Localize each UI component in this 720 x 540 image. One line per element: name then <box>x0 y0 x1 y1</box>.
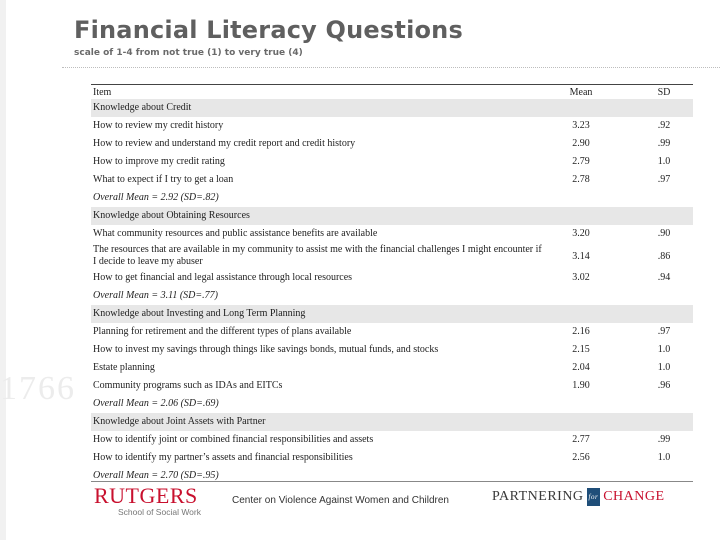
sd-value: .99 <box>657 138 671 149</box>
item-text: Planning for retirement and the different types of plans available <box>93 326 352 337</box>
center-name: Center on Violence Against Women and Children <box>232 495 449 506</box>
section-title: Knowledge about Investing and Long Term Planning <box>93 308 306 319</box>
sd-value: .92 <box>657 120 671 131</box>
table-row <box>91 117 693 135</box>
sd-value: 1.0 <box>657 362 671 373</box>
table-row <box>91 377 693 395</box>
mean-value: 1.90 <box>572 380 590 391</box>
section-title: Knowledge about Credit <box>93 102 192 113</box>
table-row <box>91 359 693 377</box>
overall-mean-text: Overall Mean = 2.92 (SD=.82) <box>93 192 219 203</box>
overall-mean-row <box>91 287 693 305</box>
mean-value: 3.14 <box>572 251 590 262</box>
item-text: How to review and understand my credit report and credit history <box>93 138 356 149</box>
section-header-row <box>91 413 693 431</box>
column-header-mean: Mean <box>569 87 593 98</box>
mean-value: 2.77 <box>572 434 590 445</box>
table-row <box>91 431 693 449</box>
page-title: Financial Literacy Questions <box>74 16 463 44</box>
item-text: What community resources and public assistance benefits are available <box>93 228 378 239</box>
sd-value: .86 <box>657 251 671 262</box>
mean-value: 2.56 <box>572 452 590 463</box>
mean-value: 2.04 <box>572 362 590 373</box>
item-text: Community programs such as IDAs and EITCs <box>93 380 283 391</box>
item-text: How to invest my savings through things like savings bonds, mutual funds, and stocks <box>93 344 439 355</box>
section-header-row <box>91 99 693 117</box>
change-text: CHANGE <box>603 489 665 505</box>
overall-mean-row <box>91 189 693 207</box>
footer-divider <box>91 481 693 482</box>
table-row <box>91 153 693 171</box>
results-table <box>91 84 693 485</box>
sd-value: 1.0 <box>657 452 671 463</box>
table-row <box>91 449 693 467</box>
overall-mean-text: Overall Mean = 2.70 (SD=.95) <box>93 470 219 481</box>
table-row <box>91 341 693 359</box>
column-header-item: Item <box>93 87 112 98</box>
section-header-row <box>91 207 693 225</box>
column-header-sd: SD <box>657 87 671 98</box>
sd-value: 1.0 <box>657 156 671 167</box>
table-row <box>91 243 693 269</box>
overall-mean-text: Overall Mean = 2.06 (SD=.69) <box>93 398 219 409</box>
school-name: School of Social Work <box>118 507 201 517</box>
for-box: for <box>587 488 601 506</box>
sd-value: .99 <box>657 434 671 445</box>
header-divider <box>62 67 720 68</box>
table-row <box>91 225 693 243</box>
item-text: What to expect if I try to get a loan <box>93 174 234 185</box>
section-title: Knowledge about Joint Assets with Partner <box>93 416 266 427</box>
overall-mean-text: Overall Mean = 3.11 (SD=.77) <box>93 290 218 301</box>
mean-value: 3.20 <box>572 228 590 239</box>
left-edge-band <box>0 0 6 540</box>
item-text: How to identify joint or combined financial responsibilities and assets <box>93 434 374 445</box>
table-row <box>91 269 693 287</box>
table-row <box>91 135 693 153</box>
table-header-row <box>91 84 693 99</box>
item-text: The resources that are available in my community to assist me with the financial challenges I might encounter if I decide to leave my abuser <box>93 244 542 267</box>
item-text: How to get financial and legal assistance through local resources <box>93 272 353 283</box>
sd-value: .94 <box>657 272 671 283</box>
sd-value: .90 <box>657 228 671 239</box>
mean-value: 2.79 <box>572 156 590 167</box>
partnering-text: PARTNERING <box>492 489 584 505</box>
item-text: Estate planning <box>93 362 155 373</box>
item-text: How to identify my partner’s assets and financial responsibilities <box>93 452 353 463</box>
table-row <box>91 171 693 189</box>
sd-value: .97 <box>657 326 671 337</box>
rutgers-logo: RUTGERS <box>94 483 198 508</box>
sd-value: .96 <box>657 380 671 391</box>
sd-value: 1.0 <box>657 344 671 355</box>
section-title: Knowledge about Obtaining Resources <box>93 210 250 221</box>
overall-mean-row <box>91 395 693 413</box>
mean-value: 2.90 <box>572 138 590 149</box>
mean-value: 2.78 <box>572 174 590 185</box>
item-text: How to review my credit history <box>93 120 224 131</box>
mean-value: 2.15 <box>572 344 590 355</box>
sd-value: .97 <box>657 174 671 185</box>
item-text: How to improve my credit rating <box>93 156 225 167</box>
section-header-row <box>91 305 693 323</box>
mean-value: 2.16 <box>572 326 590 337</box>
partnering-for-change-logo <box>492 488 665 506</box>
mean-value: 3.23 <box>572 120 590 131</box>
watermark-year: 1766 <box>0 370 76 407</box>
mean-value: 3.02 <box>572 272 590 283</box>
table-row <box>91 323 693 341</box>
page-subtitle: scale of 1-4 from not true (1) to very true (4) <box>74 48 303 58</box>
